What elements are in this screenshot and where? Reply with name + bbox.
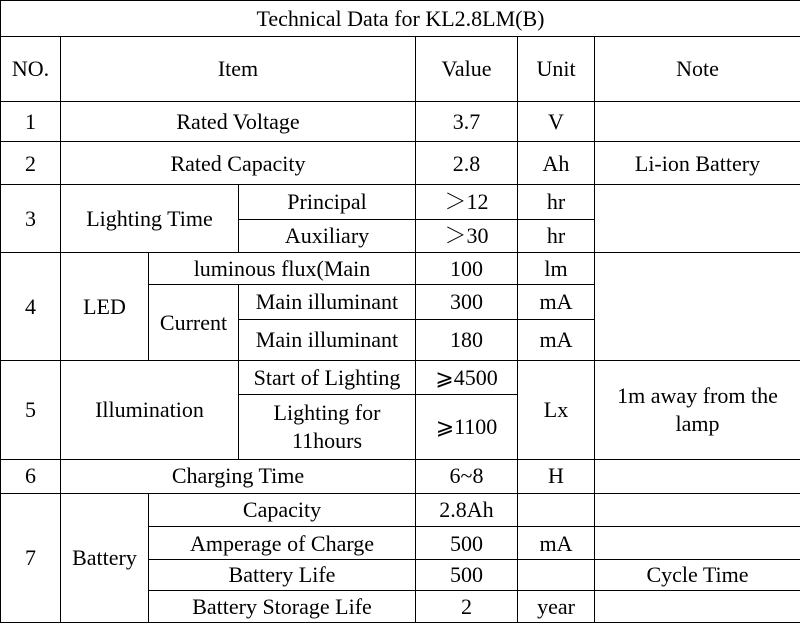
header-unit: Unit <box>518 37 595 102</box>
sub-item-main-illuminant-1: Main illuminant <box>239 285 416 319</box>
unit-battery-life <box>518 560 595 590</box>
note-illumination: 1m away from the lamp <box>595 360 800 459</box>
header-item: Item <box>61 37 416 102</box>
sub-item-amperage-of-charge: Amperage of Charge <box>149 527 416 560</box>
value-battery-storage-life: 2 <box>416 590 518 622</box>
item-led: LED <box>61 252 149 360</box>
item-rated-voltage: Rated Voltage <box>61 101 416 141</box>
sub-item-battery-storage-life: Battery Storage Life <box>149 590 416 622</box>
row-no: 1 <box>1 101 61 141</box>
row-no: 2 <box>1 142 61 185</box>
value-battery-life: 500 <box>416 560 518 590</box>
row-no: 6 <box>1 459 61 493</box>
table-title: Technical Data for KL2.8LM(B) <box>1 1 800 37</box>
value-rated-voltage: 3.7 <box>416 101 518 141</box>
table-row <box>1 185 800 219</box>
unit-capacity <box>518 493 595 526</box>
item-battery: Battery <box>61 493 149 622</box>
table-row <box>1 459 800 493</box>
unit-principal: hr <box>518 185 595 219</box>
row-no: 5 <box>1 360 61 459</box>
sub-item-main-illuminant-2: Main illuminant <box>239 319 416 360</box>
row-no: 7 <box>1 493 61 622</box>
value-rated-capacity: 2.8 <box>416 142 518 185</box>
sub-item-start-of-lighting: Start of Lighting <box>239 360 416 394</box>
table-row <box>1 101 800 141</box>
item-charging-time: Charging Time <box>61 459 416 493</box>
value-current-2: 180 <box>416 319 518 360</box>
note-led <box>595 252 800 360</box>
sub-item-principal: Principal <box>239 185 416 219</box>
table-row <box>1 142 800 185</box>
note-amperage-of-charge <box>595 527 800 560</box>
note-rated-voltage <box>595 101 800 141</box>
unit-illumination: Lx <box>518 360 595 459</box>
unit-rated-capacity: Ah <box>518 142 595 185</box>
note-battery-storage-life <box>595 590 800 622</box>
value-charging-time: 6~8 <box>416 459 518 493</box>
value-amperage-of-charge: 500 <box>416 527 518 560</box>
unit-luminous-flux: lm <box>518 252 595 284</box>
value-capacity: 2.8Ah <box>416 493 518 526</box>
unit-amperage-of-charge: mA <box>518 527 595 560</box>
sub-item-lighting-11-hours: Lighting for 11hours <box>239 395 416 460</box>
header-note: Note <box>595 37 800 102</box>
item-rated-capacity: Rated Capacity <box>61 142 416 185</box>
table-row <box>1 252 800 284</box>
unit-auxiliary: hr <box>518 219 595 252</box>
header-value: Value <box>416 37 518 102</box>
unit-charging-time: H <box>518 459 595 493</box>
row-no: 4 <box>1 252 61 360</box>
sub-item-current: Current <box>149 285 239 361</box>
unit-current-1: mA <box>518 285 595 319</box>
unit-current-2: mA <box>518 319 595 360</box>
note-battery-life: Cycle Time <box>595 560 800 590</box>
table-row <box>1 360 800 394</box>
item-lighting-time: Lighting Time <box>61 185 239 253</box>
value-principal: ＞12 <box>416 185 518 219</box>
sub-item-capacity: Capacity <box>149 493 416 526</box>
value-luminous-flux: 100 <box>416 252 518 284</box>
unit-rated-voltage: V <box>518 101 595 141</box>
sub-item-battery-life: Battery Life <box>149 560 416 590</box>
note-rated-capacity: Li-ion Battery <box>595 142 800 185</box>
row-no: 3 <box>1 185 61 253</box>
item-illumination: Illumination <box>61 360 239 459</box>
value-lighting-11-hours: ⩾1100 <box>416 395 518 460</box>
note-charging-time <box>595 459 800 493</box>
value-start-of-lighting: ⩾4500 <box>416 360 518 394</box>
note-lighting-time <box>595 185 800 253</box>
sub-item-luminous-flux: luminous flux(Main <box>149 252 416 284</box>
header-no: NO. <box>1 37 61 102</box>
note-capacity <box>595 493 800 526</box>
sub-item-auxiliary: Auxiliary <box>239 219 416 252</box>
value-auxiliary: ＞30 <box>416 219 518 252</box>
unit-battery-storage-life: year <box>518 590 595 622</box>
table-row <box>1 493 800 526</box>
value-current-1: 300 <box>416 285 518 319</box>
